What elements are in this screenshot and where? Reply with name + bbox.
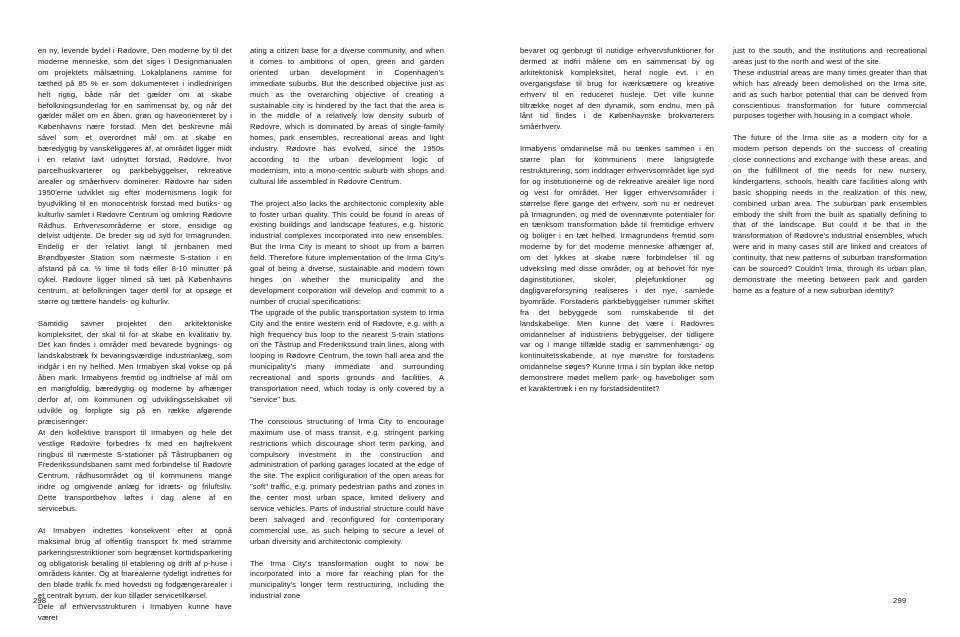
- paragraph: The upgrade of the public transportation system to Irma City and the entire western end of Rødovre, e.g. with a high frequency bus loop to the nearest S-train stations on the Tåstrup and Frederikssund train lines, along with looping in Rødovre Centrum, the town hall area and the municipality's many immediate and surrounding recreational and sports grounds and facilities. A transportation need, which today is only covered by a "service" bus.: [250, 307, 444, 404]
- paragraph: ating a citizen base for a diverse community, and when it comes to ambitions of open, green and garden oriented urban development in Copenhagen's immediate suburbs. But the described objective just as much as the overarching objective of creating a sustainable city is hindered by the fact that the area is in the middle of a relatively low density suburb of Rødovre, which is dominated by areas of single-family homes, park ensembles, recreational areas and light industry. Rødovre has evolved, since the 1950s according to the urban development logic of modernism, into a mono-centric suburb with shops and cultural life assembled in Rødovre Centrum.: [250, 46, 444, 186]
- paragraph: bevaret og genbrugt til nutidige erhvervsfunktioner for dermed at indfri målene om en sammensat by og arkitektonisk kompleksitet, heraf nogle evt. i en overgangsfase til brug for iværksættere og kreative erhverv til en reduceret husleje. Det ville kunne tiltrække noget af den dynamik, som endnu, men på lånt tid findes i de Københavnske brokvarterers småerhverv.: [520, 46, 714, 132]
- paragraph: just to the south, and the institutions and recreational areas just to the north and west of the site.: [733, 46, 927, 66]
- right-page-danish-column: [520, 46, 714, 395]
- paragraph: The future of the Irma site as a modern city for a modern person depends on the success of creating close connections and exchange with these areas, and on the fulfillment of the needs for new nursery, kindergartens, schools, health care facilities along with basic shopping needs in the realization of this new, combined urban area. The suburban park ensembles embody the shift from the built as spatially defining to that of the landscape. But could it be that in the transformation of Rødovre's industrial ensembles, which were and in many cases still are linked and creators of continuity, that new patterns of suburban transformation can be sourced? Couldn't Irma, through its urban plan, demonstrate the meeting between park and garden home as a feature of a new suburban identity?: [733, 133, 927, 295]
- paragraph: Dele af erhvervsstrukturen i Irmabyen kunne have været: [38, 602, 232, 623]
- left-page-danish-column: [38, 46, 232, 624]
- paragraph: At den kollektive transport til Irmabyen og hele det vestlige Rødovre forbedres fx med en højfrekvent ringbus til nærmeste S-stationer på Tåstrupbanen og Frederikssundsbanen samt med forbindelse til Rødovre Centrum, rådhusområdet og til kommunens mange indre og omgivende anlæg for idræts- og friluftsliv. Dette transportbehov løftes i dag alene af en servicebus.: [38, 427, 232, 514]
- paragraph: Irmabyens omdannelse må nu tænkes sammen i en større plan for kommunens mere langsigtede restrukturering, som inddrager erhvervsområdet lige syd for og institutionerne og de rekreative arealer lige nord og vest for området. Her ligger erhvervsområder i størrelse flere gange det erhverv, som nu er nedrevet på Irmagrunden, og med de ovennævnte potentialer for en tænksom transformation både til fremtidige erhverv og boliger i en tæt helhed. Irmagrundens fremtid som moderne by for det moderne menneske afhænger af, om det lykkes at skabe nære forbindelser til og udveksling med disse områder, og at behovet for nye daginstitutioner, skoler, plejefunktioner og dagligvareforsyning realiseres i det nye, samlede byområde. Forstadens parkbebyggelser rummer skiftet fra det bebyggede som rumskabende til det landskabelige. Men kunne det være i Rødovres omdannelser af industriens bebyggelser, der tidligere var og i mange tilfælde stadig er sammenhængs- og kontinuitetsskabende, at nye mønstre for forstadens omdannelse søges? Kunne Irma i sin byplan ikke netop demonstrere mødet mellem park- og haveboliger som et karaktertræk i en ny forstadsidentitet?: [520, 144, 714, 394]
- paragraph: en ny, levende bydel i Rødovre, Den moderne by til det moderne menneske, som det siges i Designmanualen om projektets målsætning. Lokalplanens ramme for tæthed på 85 % er som dokumenteret i indledningen helt rigtig, både når det gælder om at skabe befolkningsunderlag for en sammensat by, og når det gælder målet om en åben, grøn og haveorienteret by i Københavns nære forstad. Men det beskrevne mål såvel som et overordnet mål om at skabe en bæredygtig by vanskeliggøres af, at området ligger midt i en relativt lavt udnyttet forstad, Rødovre, hvor parcelhuskvarterer og parkbebyggelser, rekreative arealer og småerhverv dominerer. Rødovre har siden 1950'erne udviklet sig efter modernismens logik for byudvikling til en monocentrisk forstad med butiks- og kulturliv samlet i Rødovre Centrum og omkring Rødovre Rådhus. Erhvervsområderne er store, ensidige og delvist udtjente. De breder sig ud syd for Irmagrunden. Endelig er der relativt langt til jernbanen med Brøndbyøster Station som nærmeste S-station i en afstand på ca. ½ time til fods eller 8-10 minutter på cykel. Rødovre ligger tilmed så tæt på Københavns centrum, at befolkningen tager dertil for at opsøge et større og tættere handels- og kulturliv.: [38, 46, 232, 306]
- paragraph: The project also lacks the architectonic complexity able to foster urban quality. This could be found in areas of existing buildings and landscape features, e.g. historic industrial complexes incorporated into new ensembles. But the Irma City is meant to shoot up from a barren field. Therefore future implementation of the Irma City's goal of being a diverse, sustainable and modern town hinges on whether the municipality and the development corporation will develop and commit to a number of crucial specifications:: [250, 198, 444, 306]
- paragraph: Samtidig savner projektet den arkitektoniske kompleksitet, der skal til for at skabe en kvalitativ by. Det kan findes i områder med bevarede bygnings- og landskabstræk fx bevaringsværdige industrianlæg, som indgår i en ny helhed. Men Irmabyen skal vokse op på åben mark. Irmabyens fremtid og indfrielse af mål om en mangfoldig, bæredygtig og moderne by afhænger derfor af, om kommunen og udviklingsselskabet vil udvikle og forpligte sig på en række afgørende præciseringer:: [38, 318, 232, 426]
- right-page-english-column: [733, 46, 927, 297]
- page-number-left: 298: [33, 596, 47, 605]
- paragraph: The conscious structuring of Irma City to encourage maximum use of mass transit, e.g. stringent parking restrictions which discourage short term parking, and compulsory investment in the construction and administration of parking garages located at the edge of the site. The explicit configuration of the open areas for "soft" traffic, e.g. primary pedestrian paths and zones in the center most urban space, limited delivery and service vehicles. Parts of industrial structure could have been salvaged and reconfigured for contemporary commercial use, as such helping to secure a level of urban diversity and architectonic complexity.: [250, 416, 444, 546]
- paragraph: At Irmabyen indrettes konsekvent efter at opnå maksimal brug af offentlig transport fx med stramme parkeringsrestriktioner som begrænset korttidsparkering og obligatorisk betaling til etablering og drift af p-huse i områdets kanter. Og at friarealerne tydeligt indrettes for den bløde trafik fx med hovedsti og fodgængerarealer i et centralt byrum, der kun tillader servicetilkørsel.: [38, 525, 232, 601]
- left-page-english-column: [250, 46, 444, 602]
- page-number-right: 299: [893, 596, 907, 605]
- paragraph: These industrial areas are many times greater than that which has already been demolished on the Irma site, and as such harbor potential that can be derived from conscientious transformation for future commercial purposes together with housing in a compact whole.: [733, 67, 927, 121]
- paragraph: The Irma City's transformation ought to now be incorporated into a more far reaching plan for the municipality's longer term restructuring, including the industrial zone: [250, 558, 444, 601]
